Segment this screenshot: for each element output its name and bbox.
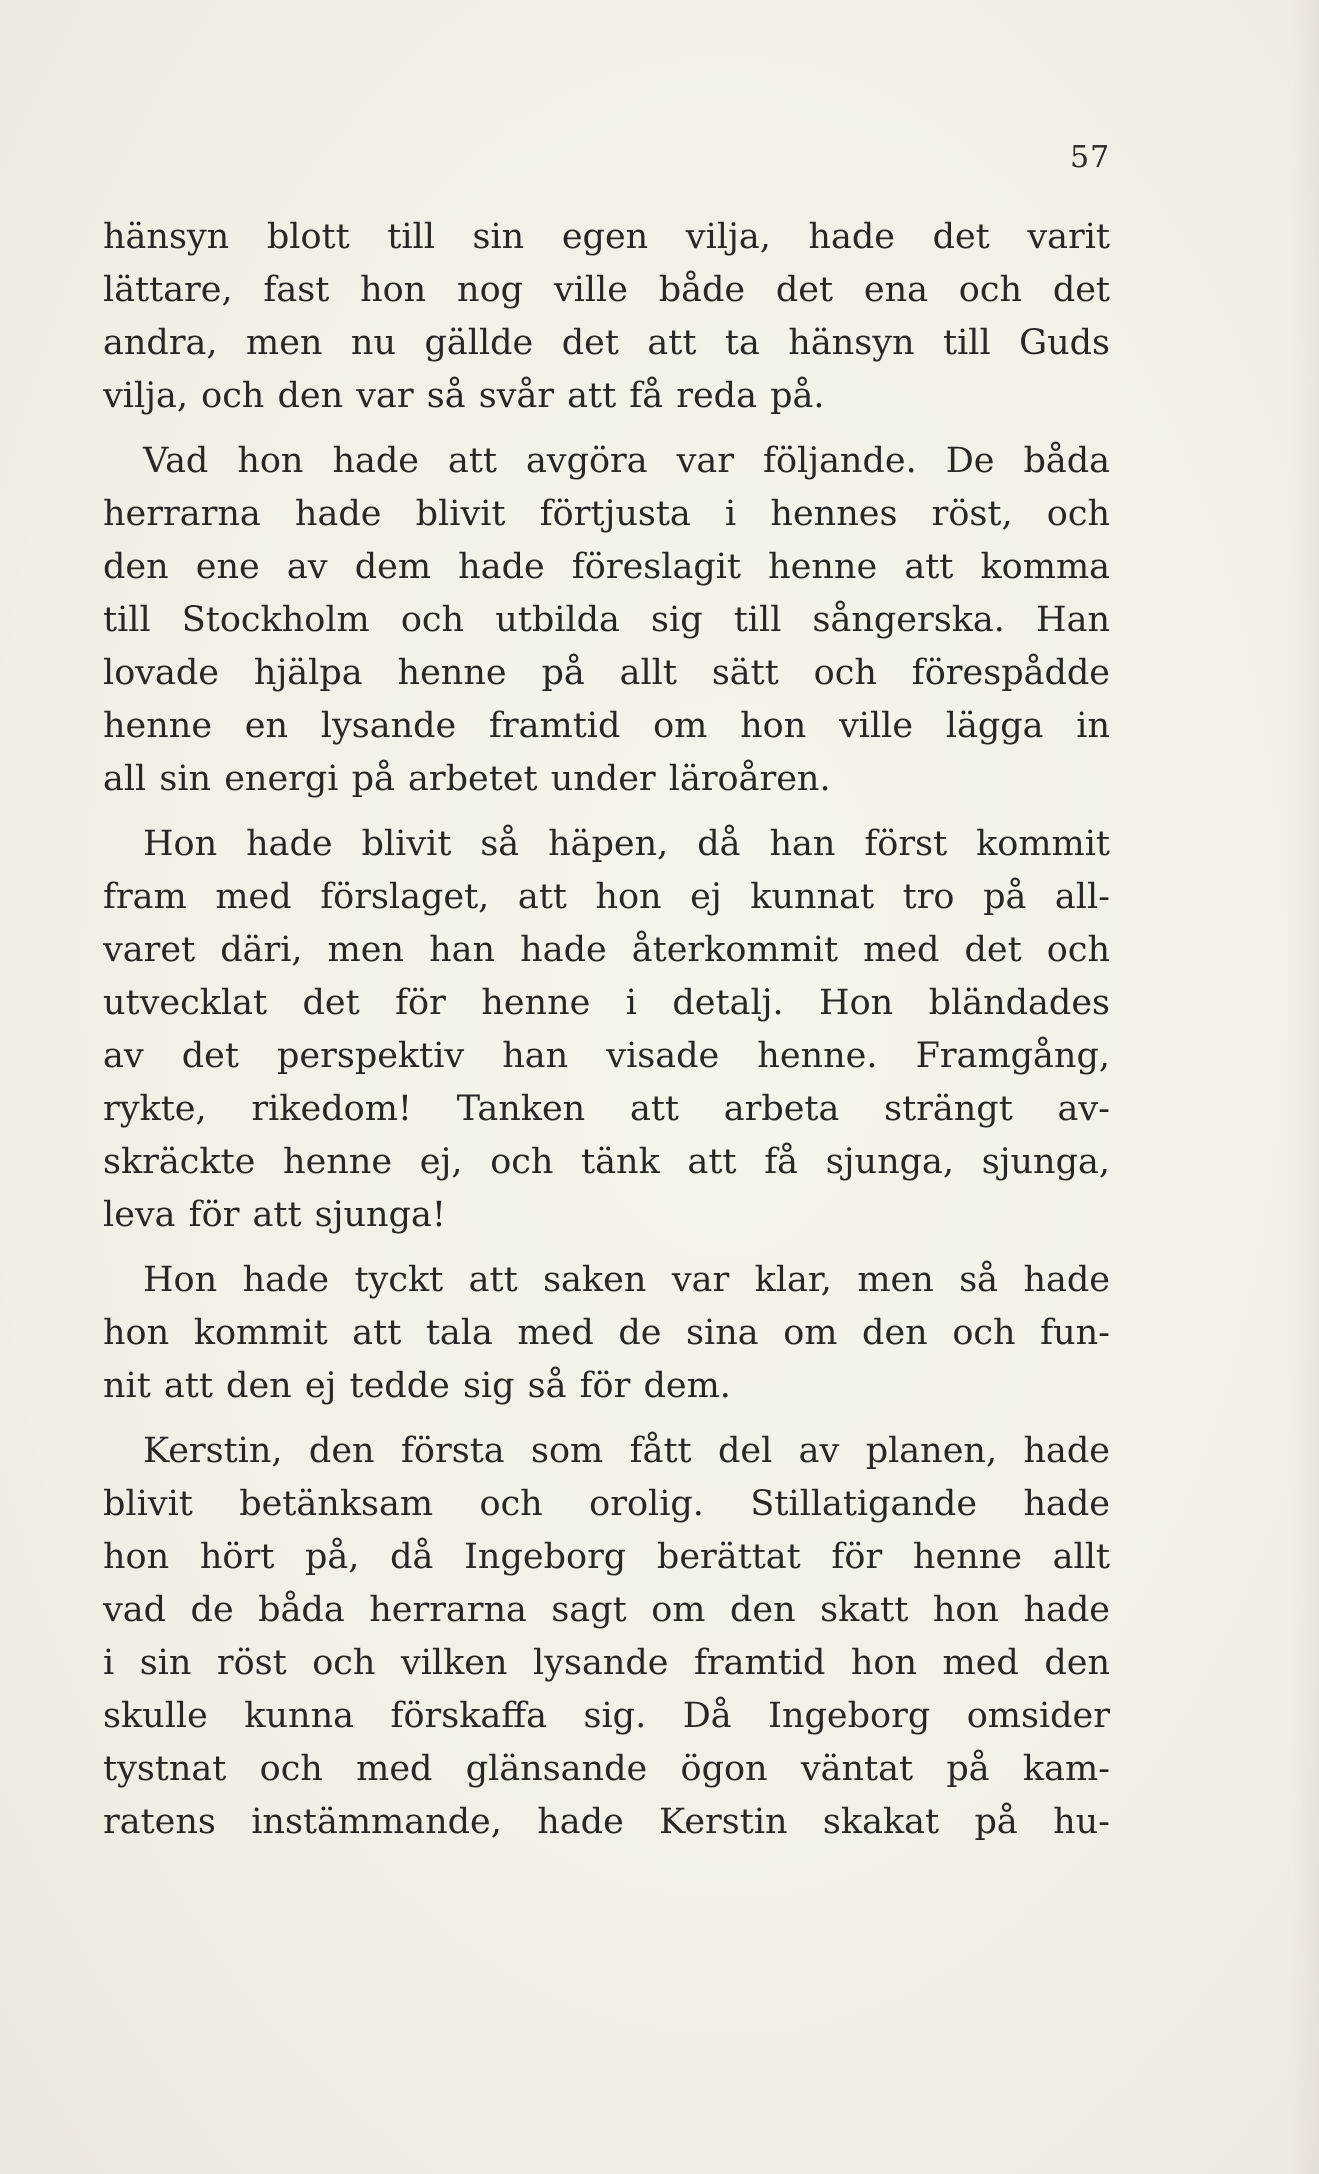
- text-line: herrarna hade blivit förtjusta i hennes röst, och: [103, 494, 1110, 534]
- paragraph-3: [103, 818, 1110, 1242]
- text-line: vilja, och den var så svår att få reda på.: [103, 376, 825, 416]
- text-line: leva för att sjunga!: [103, 1195, 446, 1235]
- text-line: rykte, rikedom! Tanken att arbeta strängt av-: [103, 1089, 1110, 1129]
- text-line: av det perspektiv han visade henne. Framgång,: [103, 1036, 1110, 1076]
- text-line: hon hört på, då Ingeborg berättat för henne allt: [103, 1537, 1110, 1577]
- text-line: nit att den ej tedde sig så för dem.: [103, 1366, 731, 1406]
- text-line: Hon hade blivit så häpen, då han först kommit: [143, 824, 1110, 864]
- paragraph-5: [103, 1425, 1110, 1849]
- page-number: 57: [1070, 140, 1111, 175]
- paragraph-1: [103, 211, 1110, 423]
- text-line: varet däri, men han hade återkommit med det och: [103, 930, 1110, 970]
- text-line: all sin energi på arbetet under läroåren.: [103, 759, 831, 799]
- text-line: tystnat och med glänsande ögon väntat på kam-: [103, 1749, 1110, 1789]
- text-line: skräckte henne ej, och tänk att få sjunga, sjunga,: [103, 1142, 1110, 1182]
- text-line: henne en lysande framtid om hon ville lägga in: [103, 706, 1110, 746]
- text-line: hänsyn blott till sin egen vilja, hade det varit: [103, 217, 1110, 257]
- paragraph-2: [103, 435, 1110, 806]
- text-line: lättare, fast hon nog ville både det ena och det: [103, 270, 1110, 310]
- text-line: till Stockholm och utbilda sig till sångerska. Han: [103, 600, 1110, 640]
- text-line: blivit betänksam och orolig. Stillatigande hade: [103, 1484, 1110, 1524]
- text-line: Vad hon hade att avgöra var följande. De båda: [143, 441, 1110, 481]
- text-line: utvecklat det för henne i detalj. Hon bländades: [103, 983, 1110, 1023]
- page-edge-shadow: [1290, 0, 1319, 2174]
- text-line: hon kommit att tala med de sina om den och fun-: [103, 1313, 1110, 1353]
- text-line: Hon hade tyckt att saken var klar, men så hade: [143, 1260, 1110, 1300]
- text-line: fram med förslaget, att hon ej kunnat tro på all-: [103, 877, 1110, 917]
- text-line: andra, men nu gällde det att ta hänsyn till Guds: [103, 323, 1110, 363]
- text-line: lovade hjälpa henne på allt sätt och förespådde: [103, 653, 1110, 693]
- text-line: Kerstin, den första som fått del av planen, hade: [143, 1431, 1110, 1471]
- paragraph-4: [103, 1254, 1110, 1413]
- text-line: i sin röst och vilken lysande framtid hon med den: [103, 1643, 1110, 1683]
- text-line: vad de båda herrarna sagt om den skatt hon hade: [103, 1590, 1110, 1630]
- text-line: skulle kunna förskaffa sig. Då Ingeborg omsider: [103, 1696, 1110, 1736]
- text-line: den ene av dem hade föreslagit henne att komma: [103, 547, 1110, 587]
- body-text: [103, 211, 1110, 1849]
- text-line: ratens instämmande, hade Kerstin skakat på hu-: [103, 1802, 1110, 1842]
